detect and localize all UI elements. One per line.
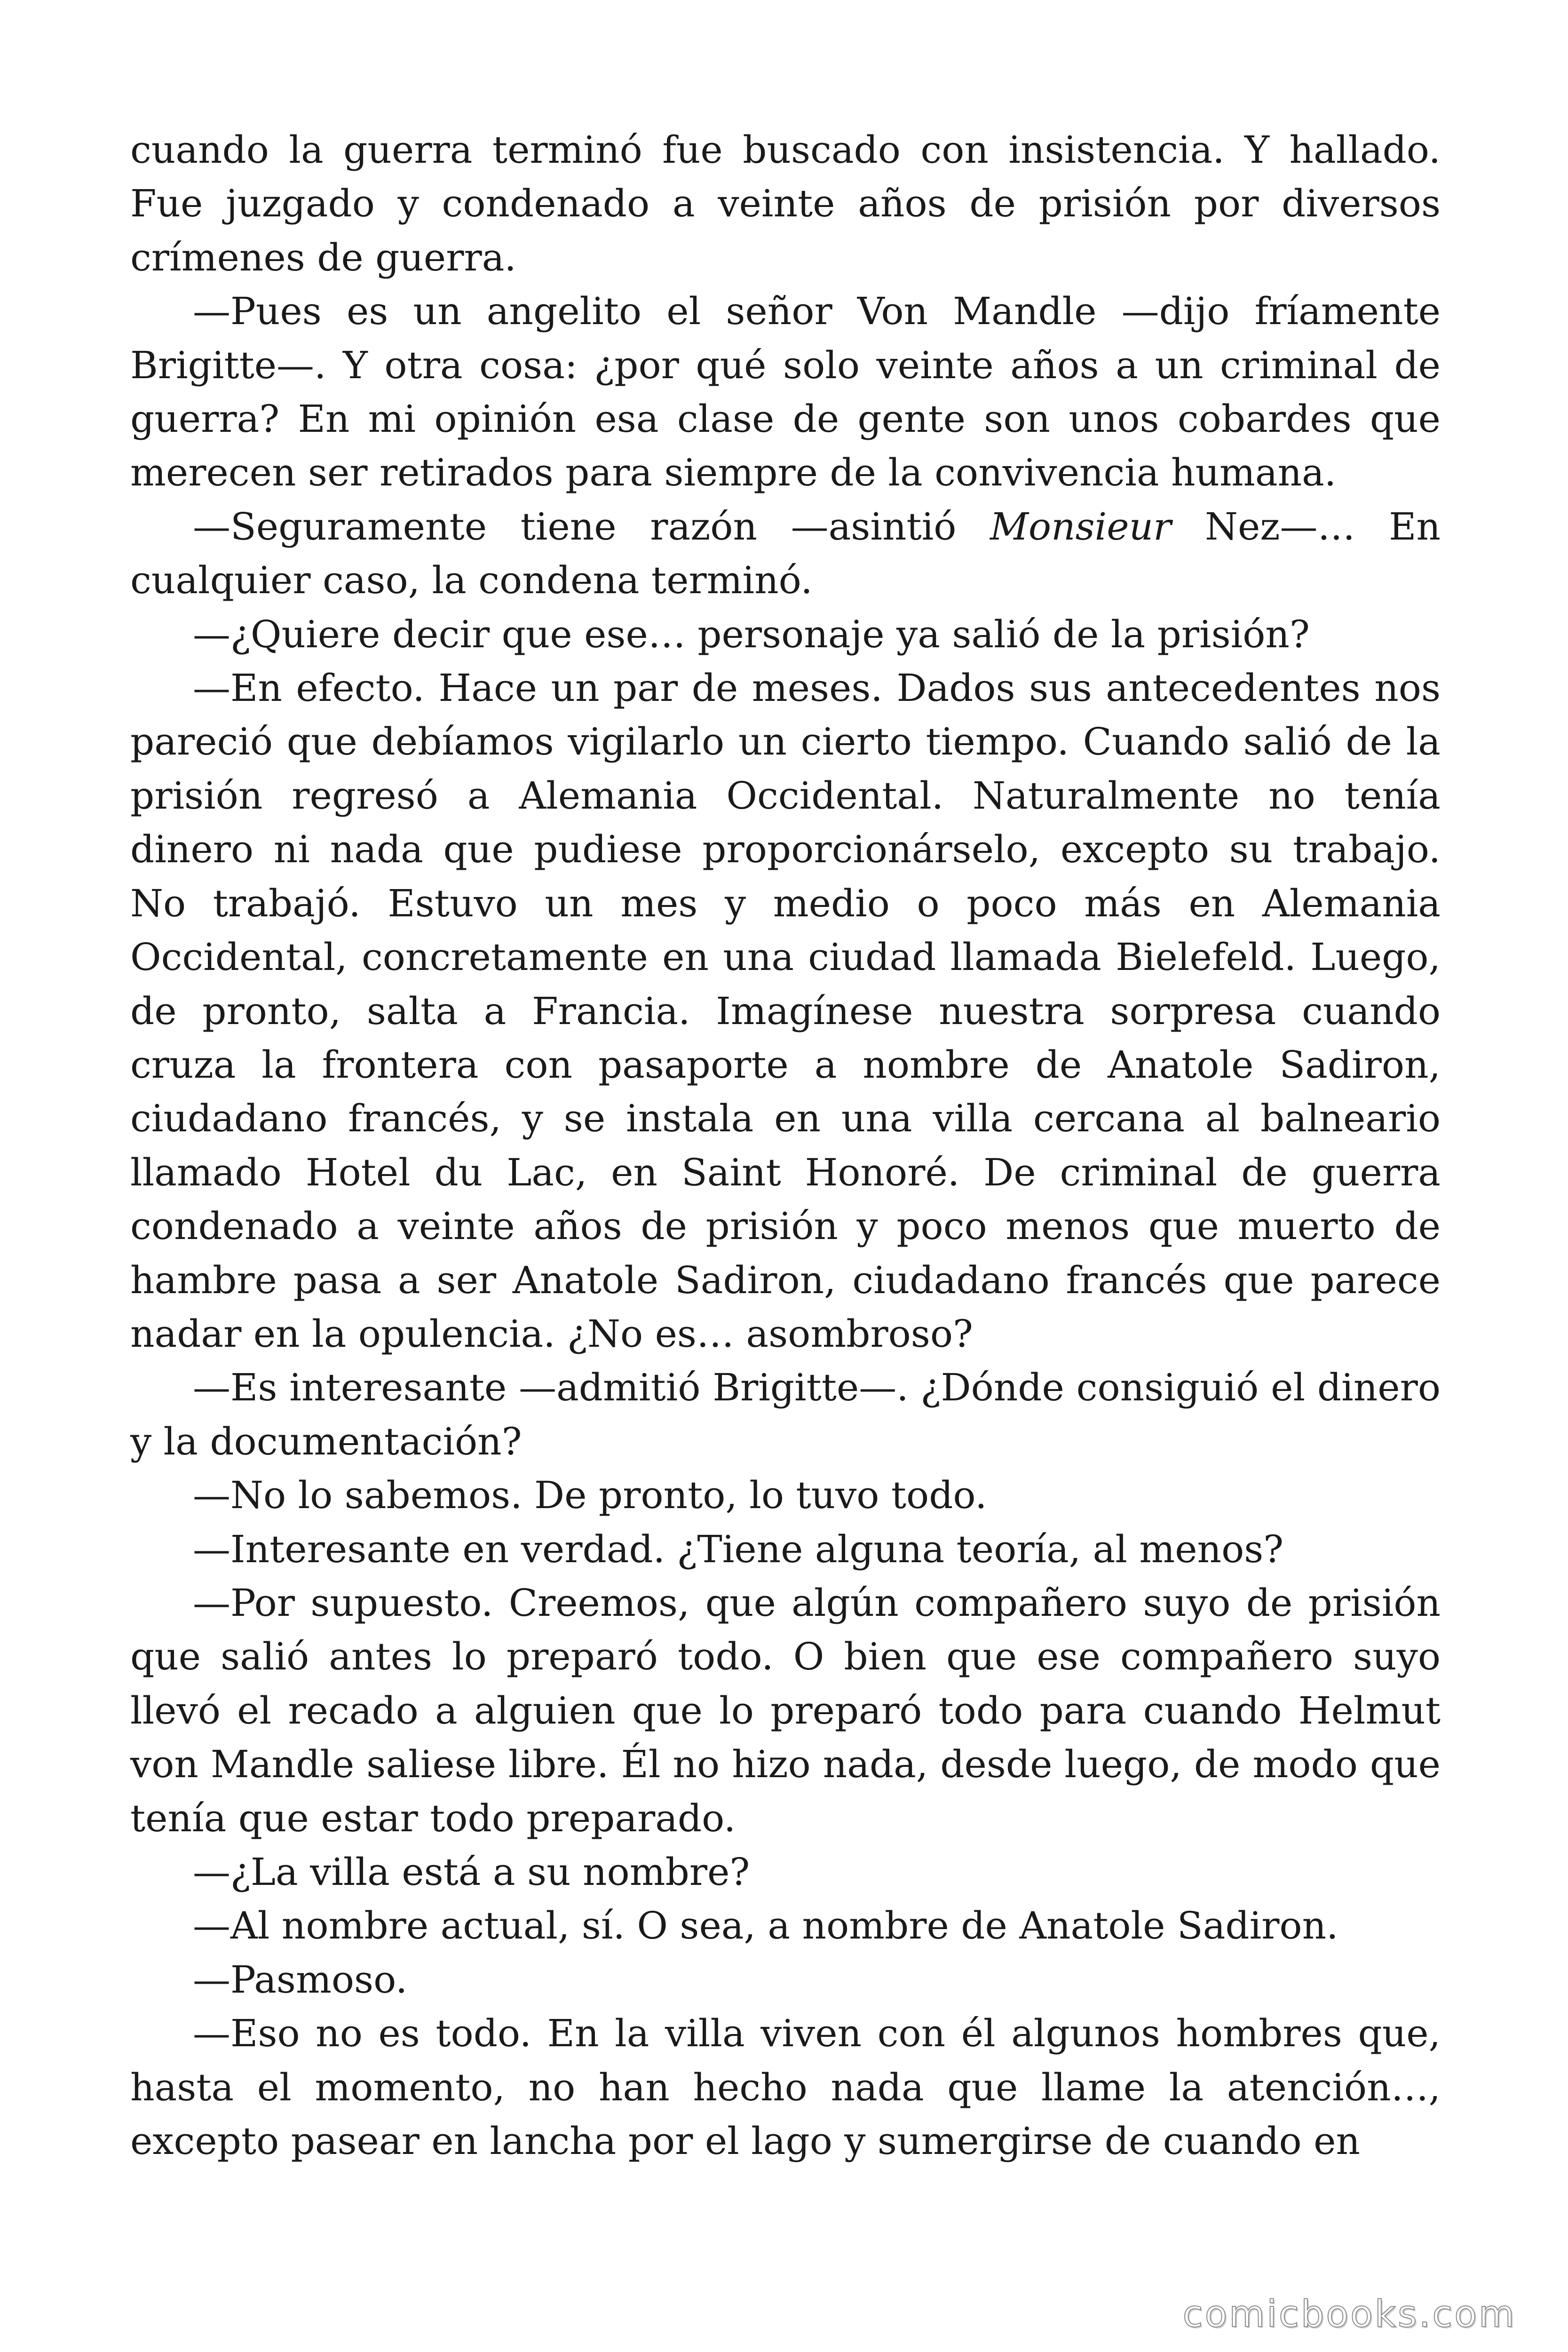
body-text: [130, 123, 1441, 2168]
paragraph-3-italic: Monsieur: [990, 504, 1172, 548]
paragraph-3-start: —Seguramente tiene razón —asintió: [193, 504, 990, 548]
paragraph-10: —¿La villa está a su nombre?: [193, 1850, 750, 1894]
paragraph-11: —Al nombre actual, sí. O sea, a nombre de Anatole Sadiron.: [193, 1904, 1338, 1948]
paragraph-13: —Eso no es todo. En la villa viven con él algunos hombres que, hasta el momento, no han hecho nada que llame la atención…, excepto pasear en lancha por el lago y sumergirse de cuando en: [130, 2011, 1441, 2163]
watermark: comicbooks.com: [1182, 2293, 1516, 2336]
paragraph-3-end: Nez—… En cualquier caso, la condena terminó.: [130, 504, 1441, 603]
paragraph-9: —Por supuesto. Creemos, que algún compañero suyo de prisión que salió antes lo preparó todo. O bien que ese compañero suyo llevó el recado a alguien que lo preparó todo para cuando Helmut von Mandle saliese libre. Él no hizo nada, desde luego, de modo que tenía que estar todo preparado.: [130, 1581, 1441, 1840]
paragraph-8: —Interesante en verdad. ¿Tiene alguna teoría, al menos?: [193, 1527, 1284, 1571]
paragraph-1: cuando la guerra terminó fue buscado con insistencia. Y hallado. Fue juzgado y condenado a veinte años de prisión por diversos crímenes de guerra.: [130, 128, 1441, 279]
paragraph-6: —Es interesante —admitió Brigitte—. ¿Dónde consiguió el dinero y la documentación?: [130, 1366, 1441, 1463]
paragraph-2: —Pues es un angelito el señor Von Mandle —dijo fríamente Brigitte—. Y otra cosa: ¿por qué solo veinte años a un criminal de guerra? En mi opinión esa clase de gente son unos cobardes que merecen ser retirados para siempre de la convivencia humana.: [130, 289, 1441, 495]
paragraph-4: —¿Quiere decir que ese… personaje ya salió de la prisión?: [193, 612, 1310, 656]
paragraph-12: —Pasmoso.: [193, 1957, 408, 2002]
paragraph-3: [130, 500, 1441, 608]
paragraph-5: —En efecto. Hace un par de meses. Dados sus antecedentes nos pareció que debíamos vigilarlo un cierto tiempo. Cuando salió de la prisión regresó a Alemania Occidental. Naturalmente no tenía dinero ni nada que pudiese proporcionárselo, excepto su trabajo. No trabajó. Estuvo un mes y medio o poco más en Alemania Occidental, concretamente en una ciudad llamada Bielefeld. Luego, de pronto, salta a Francia. Imagínese nuestra sorpresa cuando cruza la frontera con pasaporte a nombre de Anatole Sadiron, ciudadano francés, y se instala en una villa cercana al balneario llamado Hotel du Lac, en Saint Honoré. De criminal de guerra condenado a veinte años de prisión y poco menos que muerto de hambre pasa a ser Anatole Sadiron, ciudadano francés que parece nadar en la opulencia. ¿No es… asombroso?: [130, 666, 1441, 1356]
paragraph-7: —No lo sabemos. De pronto, lo tuvo todo.: [193, 1473, 987, 1518]
